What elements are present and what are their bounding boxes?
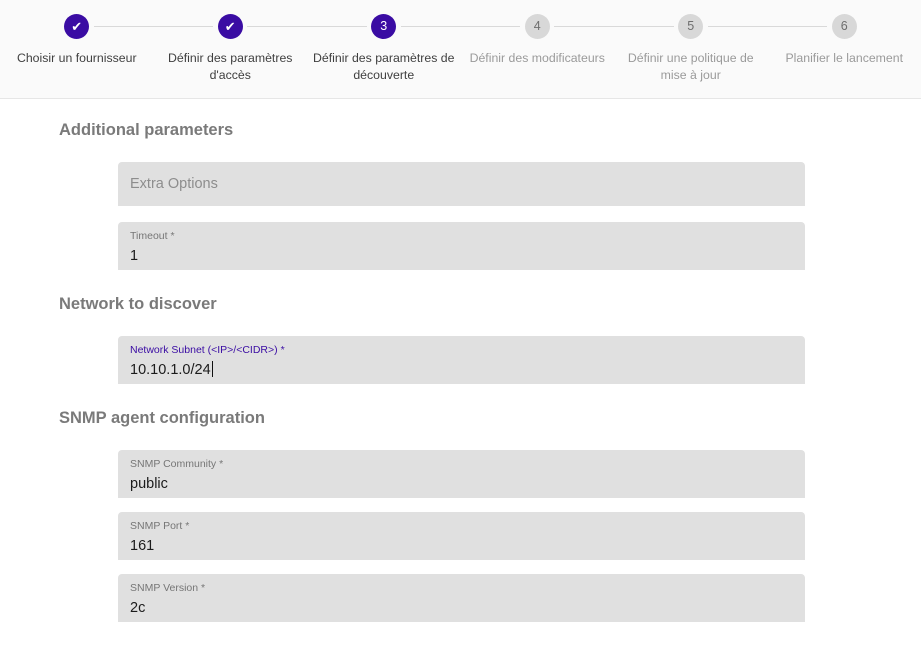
wizard-form: [0, 99, 921, 622]
stepper-step-6-label: Planifier le lancement: [785, 51, 904, 65]
stepper-step-2-label: Définir des paramètres d'accès: [168, 51, 293, 82]
snmp-version-label: SNMP Version *: [130, 582, 206, 594]
stepper-connector-left: [768, 26, 828, 27]
snmp-community-value: public: [130, 476, 168, 492]
network-subnet-label: Network Subnet (<IP>/<CIDR>) *: [130, 344, 285, 356]
wizard-stepper: [0, 0, 921, 99]
stepper-connector-right: [401, 26, 461, 27]
stepper-step-3-label: Définir des paramètres de découverte: [313, 51, 455, 82]
stepper-step-3[interactable]: [307, 14, 461, 84]
snmp-version-value: 2c: [130, 600, 146, 616]
stepper-step-6-circle: 6: [832, 14, 857, 39]
check-icon: ✔: [224, 19, 236, 34]
section-title-additional-parameters: Additional parameters: [59, 121, 234, 139]
stepper-step-4-circle: 4: [525, 14, 550, 39]
snmp-version-field[interactable]: [118, 574, 805, 622]
section-title-snmp-agent-configuration: SNMP agent configuration: [59, 409, 265, 427]
snmp-port-label: SNMP Port *: [130, 520, 190, 532]
stepper-connector-left: [307, 26, 367, 27]
stepper-step-4-label: Définir des modificateurs: [469, 51, 605, 65]
stepper-step-1-label: Choisir un fournisseur: [16, 51, 137, 65]
check-icon: ✔: [71, 19, 83, 34]
stepper-connector-left: [461, 26, 521, 27]
timeout-label: Timeout *: [130, 230, 175, 242]
snmp-port-field[interactable]: [118, 512, 805, 560]
stepper-step-2[interactable]: [154, 14, 308, 84]
extra-options-placeholder: Extra Options: [130, 176, 218, 192]
stepper-step-2-circle: [218, 14, 243, 39]
snmp-community-field[interactable]: [118, 450, 805, 498]
timeout-value: 1: [130, 248, 139, 264]
stepper-connector-right: [554, 26, 614, 27]
extra-options-field[interactable]: [118, 162, 805, 206]
network-subnet-value: 10.10.1.0/24: [130, 362, 211, 378]
stepper-step-4[interactable]: [461, 14, 615, 67]
snmp-community-label: SNMP Community *: [130, 458, 224, 470]
stepper-connector-left: [614, 26, 674, 27]
stepper-connector-left: [154, 26, 214, 27]
stepper-step-3-circle: 3: [371, 14, 396, 39]
snmp-port-value: 161: [130, 538, 155, 554]
stepper-connector-right: [708, 26, 768, 27]
stepper-step-5[interactable]: [614, 14, 768, 84]
stepper-step-5-circle: 5: [678, 14, 703, 39]
stepper-steps: [0, 0, 921, 98]
timeout-field[interactable]: [118, 222, 805, 270]
stepper-connector-right: [247, 26, 307, 27]
stepper-connector-right: [94, 26, 154, 27]
section-title-network-to-discover: Network to discover: [59, 295, 217, 313]
stepper-step-1-circle: [64, 14, 89, 39]
stepper-step-5-label: Définir une politique de mise à jour: [627, 51, 754, 82]
stepper-step-6[interactable]: [768, 14, 921, 67]
stepper-step-1[interactable]: [0, 14, 154, 67]
network-subnet-field[interactable]: [118, 336, 805, 384]
